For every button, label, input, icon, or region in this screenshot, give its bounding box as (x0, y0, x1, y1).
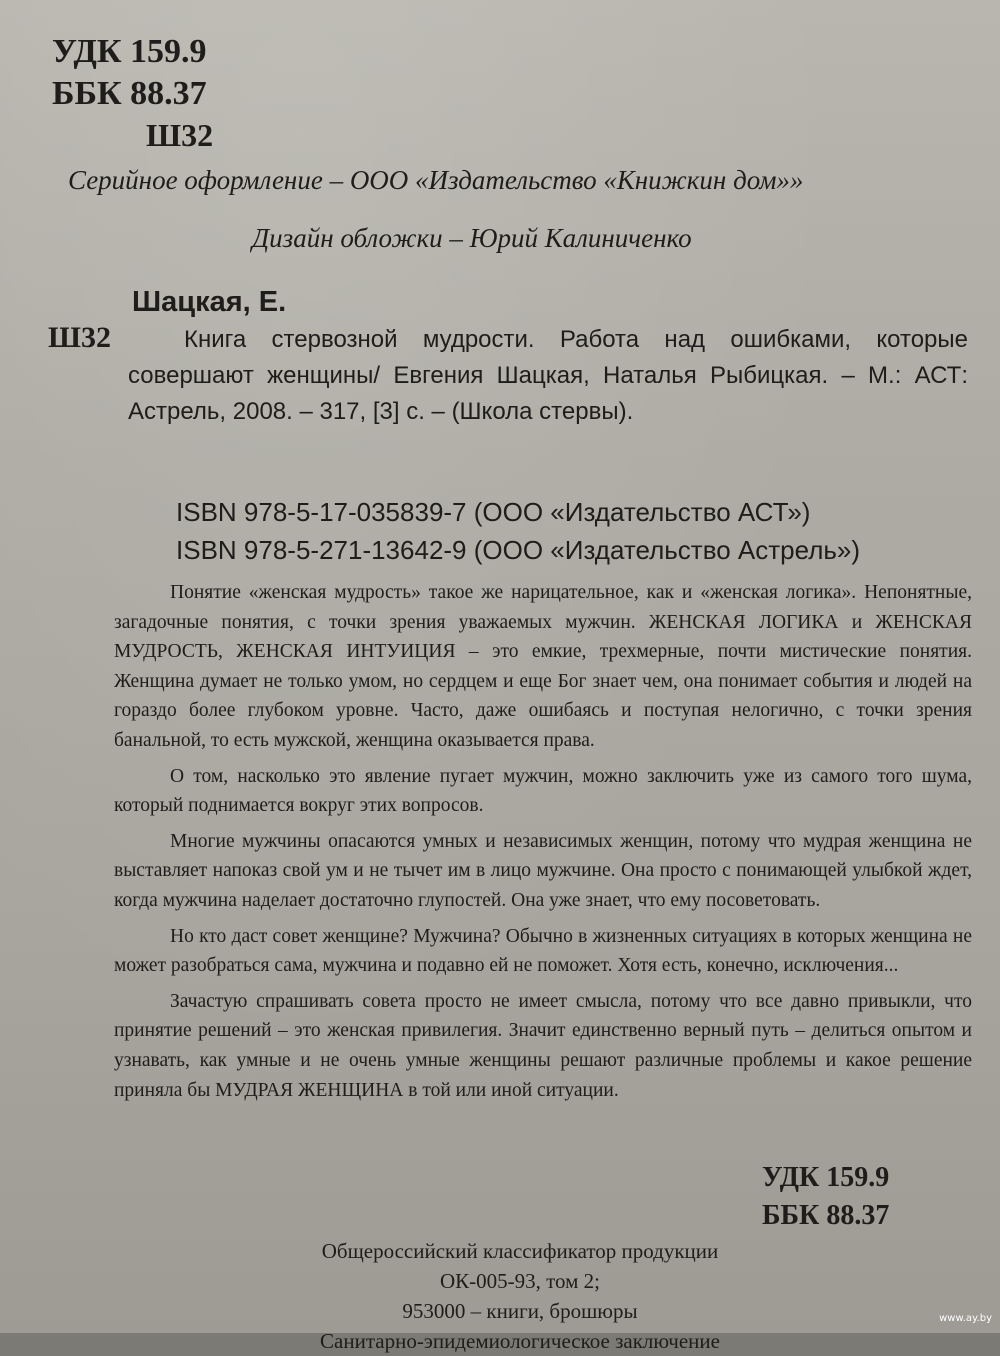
abstract-paragraph: Но кто даст совет женщине? Мужчина? Обычно в жизненных ситуациях в которых женщина не может разобраться сама, мужчина и подавно ей не поможет. Хотя есть, конечно, исключения... (114, 925, 972, 977)
abstract-paragraph: Зачастую спрашивать совета просто не имеет смысла, потому что все давно привыкли, что принятие решений – это женская привилегия. Значит единственно верный путь – делиться опытом и узнавать, как умные и не очень умные женщины решают различные проблемы и какое решение приняла бы МУДРАЯ ЖЕНЩИНА в той или иной ситуации. (114, 990, 972, 1101)
abstract-paragraph: Понятие «женская мудрость» такое же нарицательное, как и «женская логика». Непонятные, загадочные понятия, с точки зрения уважаемых мужчин. ЖЕНСКАЯ ЛОГИКА и ЖЕНСКАЯ МУДРОСТЬ, ЖЕНСКАЯ ИНТУИЦИЯ – это емкие, трехмерные, почти мистические понятия. Женщина думает не только умом, но сердцем и еще Бог знает чем, она понимает события и людей на гораздо более глубоком уровне. Часто, даже ошибаясь и поступая нелогично, с точки зрения банальной, то есть мужской, женщина оказывается права. (114, 582, 972, 751)
udk-code-top: УДК 159.9 (52, 33, 207, 70)
classifier-line: Санитарно-эпидемиологическое заключение (320, 1329, 720, 1353)
author-heading: Шацкая, Е. (132, 286, 287, 318)
author-mark-entry: Ш32 (48, 321, 111, 354)
site-watermark: www.ay.by (939, 1313, 992, 1324)
book-abstract (114, 578, 972, 1111)
series-design-credit: Серийное оформление – ООО «Издательство «Книжкин дом»» (68, 165, 804, 195)
abstract-paragraph: О том, насколько это явление пугает мужчин, можно заключить уже из самого того шума, который поднимается вокруг этих вопросов. (114, 765, 972, 817)
isbn-ast: ISBN 978-5-17-035839-7 (ООО «Издательство АСТ») (176, 497, 811, 527)
cover-design-credit: Дизайн обложки – Юрий Калиниченко (252, 223, 692, 253)
bbk-code-top: ББК 88.37 (52, 75, 207, 112)
udk-code-bottom: УДК 159.9 (762, 1162, 890, 1193)
classifier-line: ОК-005-93, том 2; (439, 1269, 601, 1293)
abstract-paragraph: Многие мужчины опасаются умных и независимых женщин, потому что мудрая женщина не выставляет напоказ свой ум и не тычет им в лицо мужчине. Она просто с понимающей улыбкой ждет, когда мужчина наделает достаточно глупостей. Она уже знает, что ему посоветовать. (114, 830, 972, 911)
classifier-line: Общероссийский классификатор продукции (321, 1239, 719, 1263)
isbn-astrel: ISBN 978-5-271-13642-9 (ООО «Издательство Астрель») (176, 535, 861, 565)
product-classifier (200, 1236, 840, 1356)
author-mark-top: Ш32 (146, 117, 214, 153)
classifier-line: 953000 – книги, брошюры (402, 1299, 638, 1323)
bibliographic-description: Книга стервозной мудрости. Работа над ошибками, которые совершают женщины/ Евгения Шацкая, Наталья Рыбицкая. – М.: АСТ: Астрель, 2008. – 317, [3] с. – (Школа стервы). (128, 326, 968, 425)
bbk-code-bottom: ББК 88.37 (762, 1200, 890, 1231)
